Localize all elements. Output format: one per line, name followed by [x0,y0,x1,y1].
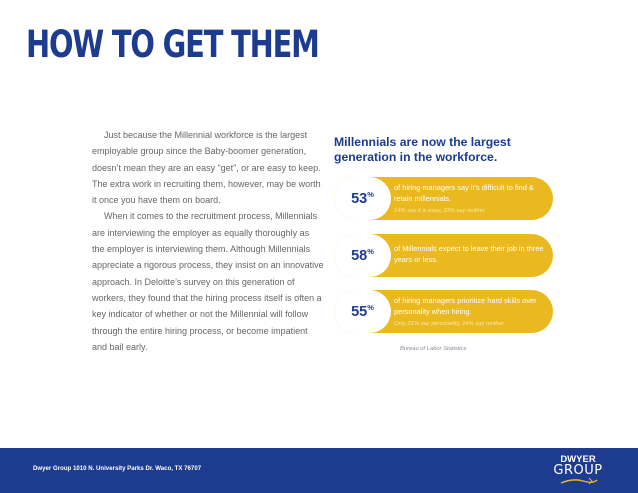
stat-description: of Millennials expect to leave their job in three years or less. [394,244,544,264]
stat-card [334,290,553,333]
stat-card [334,177,553,220]
page-title: HOW TO GET THEM [26,23,319,66]
dwyer-group-logo [553,455,603,487]
logo-swoosh-icon [559,477,599,486]
stat-value: 58% [351,246,374,264]
stat-bubble [334,177,391,220]
stat-value: 53% [351,189,374,207]
body-paragraph: Just because the Millennial workforce is the largest employable group since the Baby-boomer generation, doesn’t mean they are an easy “get”, or are easy to keep. The extra work in recruiting them, however, may be worth it once you have them on board. [92,130,321,206]
stat-note: Only 21% say personality, 24% say neither [394,321,504,327]
stat-note: 14% say it is easy, 33% say neither [394,208,485,214]
sidebar-headline: Millennials are now the largest generation in the workforce. [334,135,511,164]
footer-bar [0,448,638,493]
logo-line2: GROUP [553,463,603,478]
body-text [92,127,324,355]
body-paragraph: When it comes to the recruitment process, Millennials are interviewing the employer as equally thoroughly as the employer is interviewing them. Although Millennials appreciate a rigorous process, they insist on an innovative approach. In Deloitte’s survey on this generation of workers, they found that the hiring process itself is often a key indicator of whether or not the Millennial will follow through the entire hiring process, or become impatient and bail early. [92,211,324,352]
stat-bubble [334,234,391,277]
stat-card [334,234,553,277]
stat-description: of hiring managers prioritize hard skills over personality when hiring. Only 21% say personality, 24% say neither [394,296,544,328]
source-caption: Bureau of Labor Statistics [400,346,467,352]
stat-bubble [334,290,391,333]
stat-description: of hiring managers say it’s difficult to find & retain millennials. 14% say it is easy, 33% say neither [394,183,544,215]
logo-line1: DWYER [560,454,596,465]
footer-address: Dwyer Group 1010 N. University Parks Dr. Waco, TX 76707 [33,465,202,472]
stat-value: 55% [351,302,374,320]
